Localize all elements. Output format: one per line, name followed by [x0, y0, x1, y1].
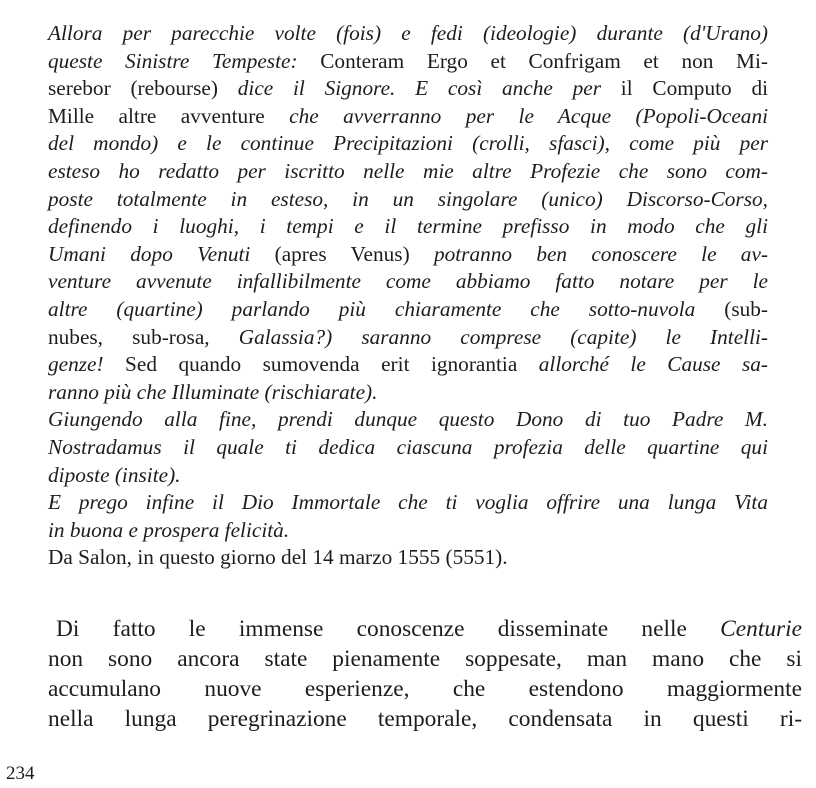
quote-line: nubes, sub-rosa, Galassia?) saranno comprese (capite) le Intelli-	[48, 324, 768, 349]
quote-dateline: Da Salon, in questo giorno del 14 marzo 1555 (5551).	[48, 545, 508, 570]
quote-line: Allora per parecchie volte (fois) e fedi (ideologie) durante (d'Urano)	[48, 21, 768, 45]
quote-line: venture avvenute infallibilmente come abbiamo fatto notare per le	[48, 269, 768, 294]
quote-line: Giungendo alla fine, prendi dunque questo Dono di tuo Padre M.	[48, 407, 768, 432]
body-line: Di fatto le immense conoscenze disseminate nelle Centurie	[56, 616, 802, 642]
quoted-letter	[48, 20, 768, 572]
body-paragraph	[48, 614, 802, 734]
quote-line: queste Sinistre Tempeste: Conteram Ergo et Confrigam et non Mi-	[48, 48, 768, 73]
quote-line: del mondo) e le continue Precipitazioni (crolli, sfasci), come più per	[48, 131, 768, 156]
quote-line: poste totalmente in esteso, in un singolare (unico) Discorso-Corso,	[48, 186, 768, 211]
quote-line: E prego infine il Dio Immortale che ti voglia offrire una lunga Vita	[48, 490, 768, 515]
quote-line: in buona e prospera felicità.	[48, 517, 290, 542]
quote-line: Mille altre avventure che avverranno per le Acque (Popoli-Oceani	[48, 103, 769, 128]
quote-line: esteso ho redatto per iscritto nelle mie altre Profezie che sono com-	[48, 158, 768, 183]
body-line: accumulano nuove esperienze, che estendono maggiormente	[48, 676, 802, 702]
quote-line: definendo i luoghi, i tempi e il termine prefisso in modo che gli	[48, 214, 768, 239]
quote-line: Umani dopo Venuti (apres Venus) potranno ben conoscere le av-	[48, 241, 768, 266]
quote-line: altre (quartine) parlando più chiaramente che sotto-nuvola (sub-	[48, 296, 768, 321]
quote-line: serebor (rebourse) dice il Signore. E così anche per il Computo di	[48, 76, 769, 101]
quote-line: genze! Sed quando sumovenda erit ignorantia allorché le Cause sa-	[48, 352, 768, 377]
quote-line: ranno più che Illuminate (rischiarate).	[48, 379, 378, 404]
body-line: nella lunga peregrinazione temporale, condensata in questi ri-	[48, 706, 802, 732]
quote-line: Nostradamus il quale ti dedica ciascuna profezia delle quartine qui	[48, 434, 768, 459]
body-line: non sono ancora state pienamente soppesate, man mano che si	[48, 646, 802, 672]
quote-line: diposte (insite).	[48, 462, 181, 487]
page-number: 234	[6, 763, 35, 784]
